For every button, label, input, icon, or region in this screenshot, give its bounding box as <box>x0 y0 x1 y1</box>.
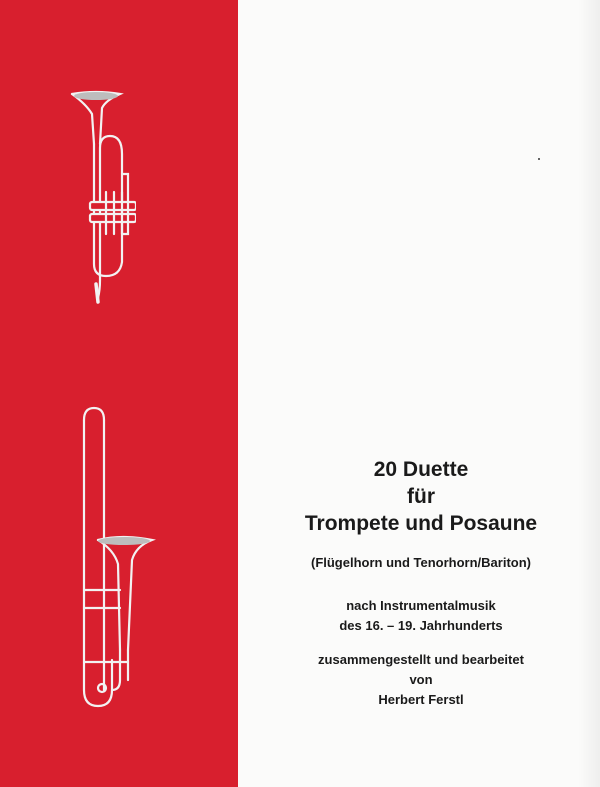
source-line-1: nach Instrumentalmusik <box>346 598 496 613</box>
title-line-2: für <box>407 485 435 508</box>
subtitle: (Flügelhorn und Tenorhorn/Bariton) <box>310 555 531 570</box>
title-line-3: Trompete und Posaune <box>304 512 538 535</box>
subtitle-block <box>250 554 592 572</box>
author-name: Herbert Ferstl <box>378 692 464 707</box>
trumpet-icon <box>66 84 136 306</box>
speck <box>538 158 540 160</box>
source-block <box>250 596 592 636</box>
title-block <box>250 456 592 537</box>
credit-line-2: von <box>409 672 433 687</box>
trombone-icon <box>76 400 156 712</box>
credit-line-1: zusammengestellt und bearbeitet <box>318 652 524 667</box>
source-line-2: des 16. – 19. Jahrhunderts <box>339 618 503 633</box>
credit-block <box>250 650 592 710</box>
title-line-1: 20 Duette <box>373 458 469 481</box>
